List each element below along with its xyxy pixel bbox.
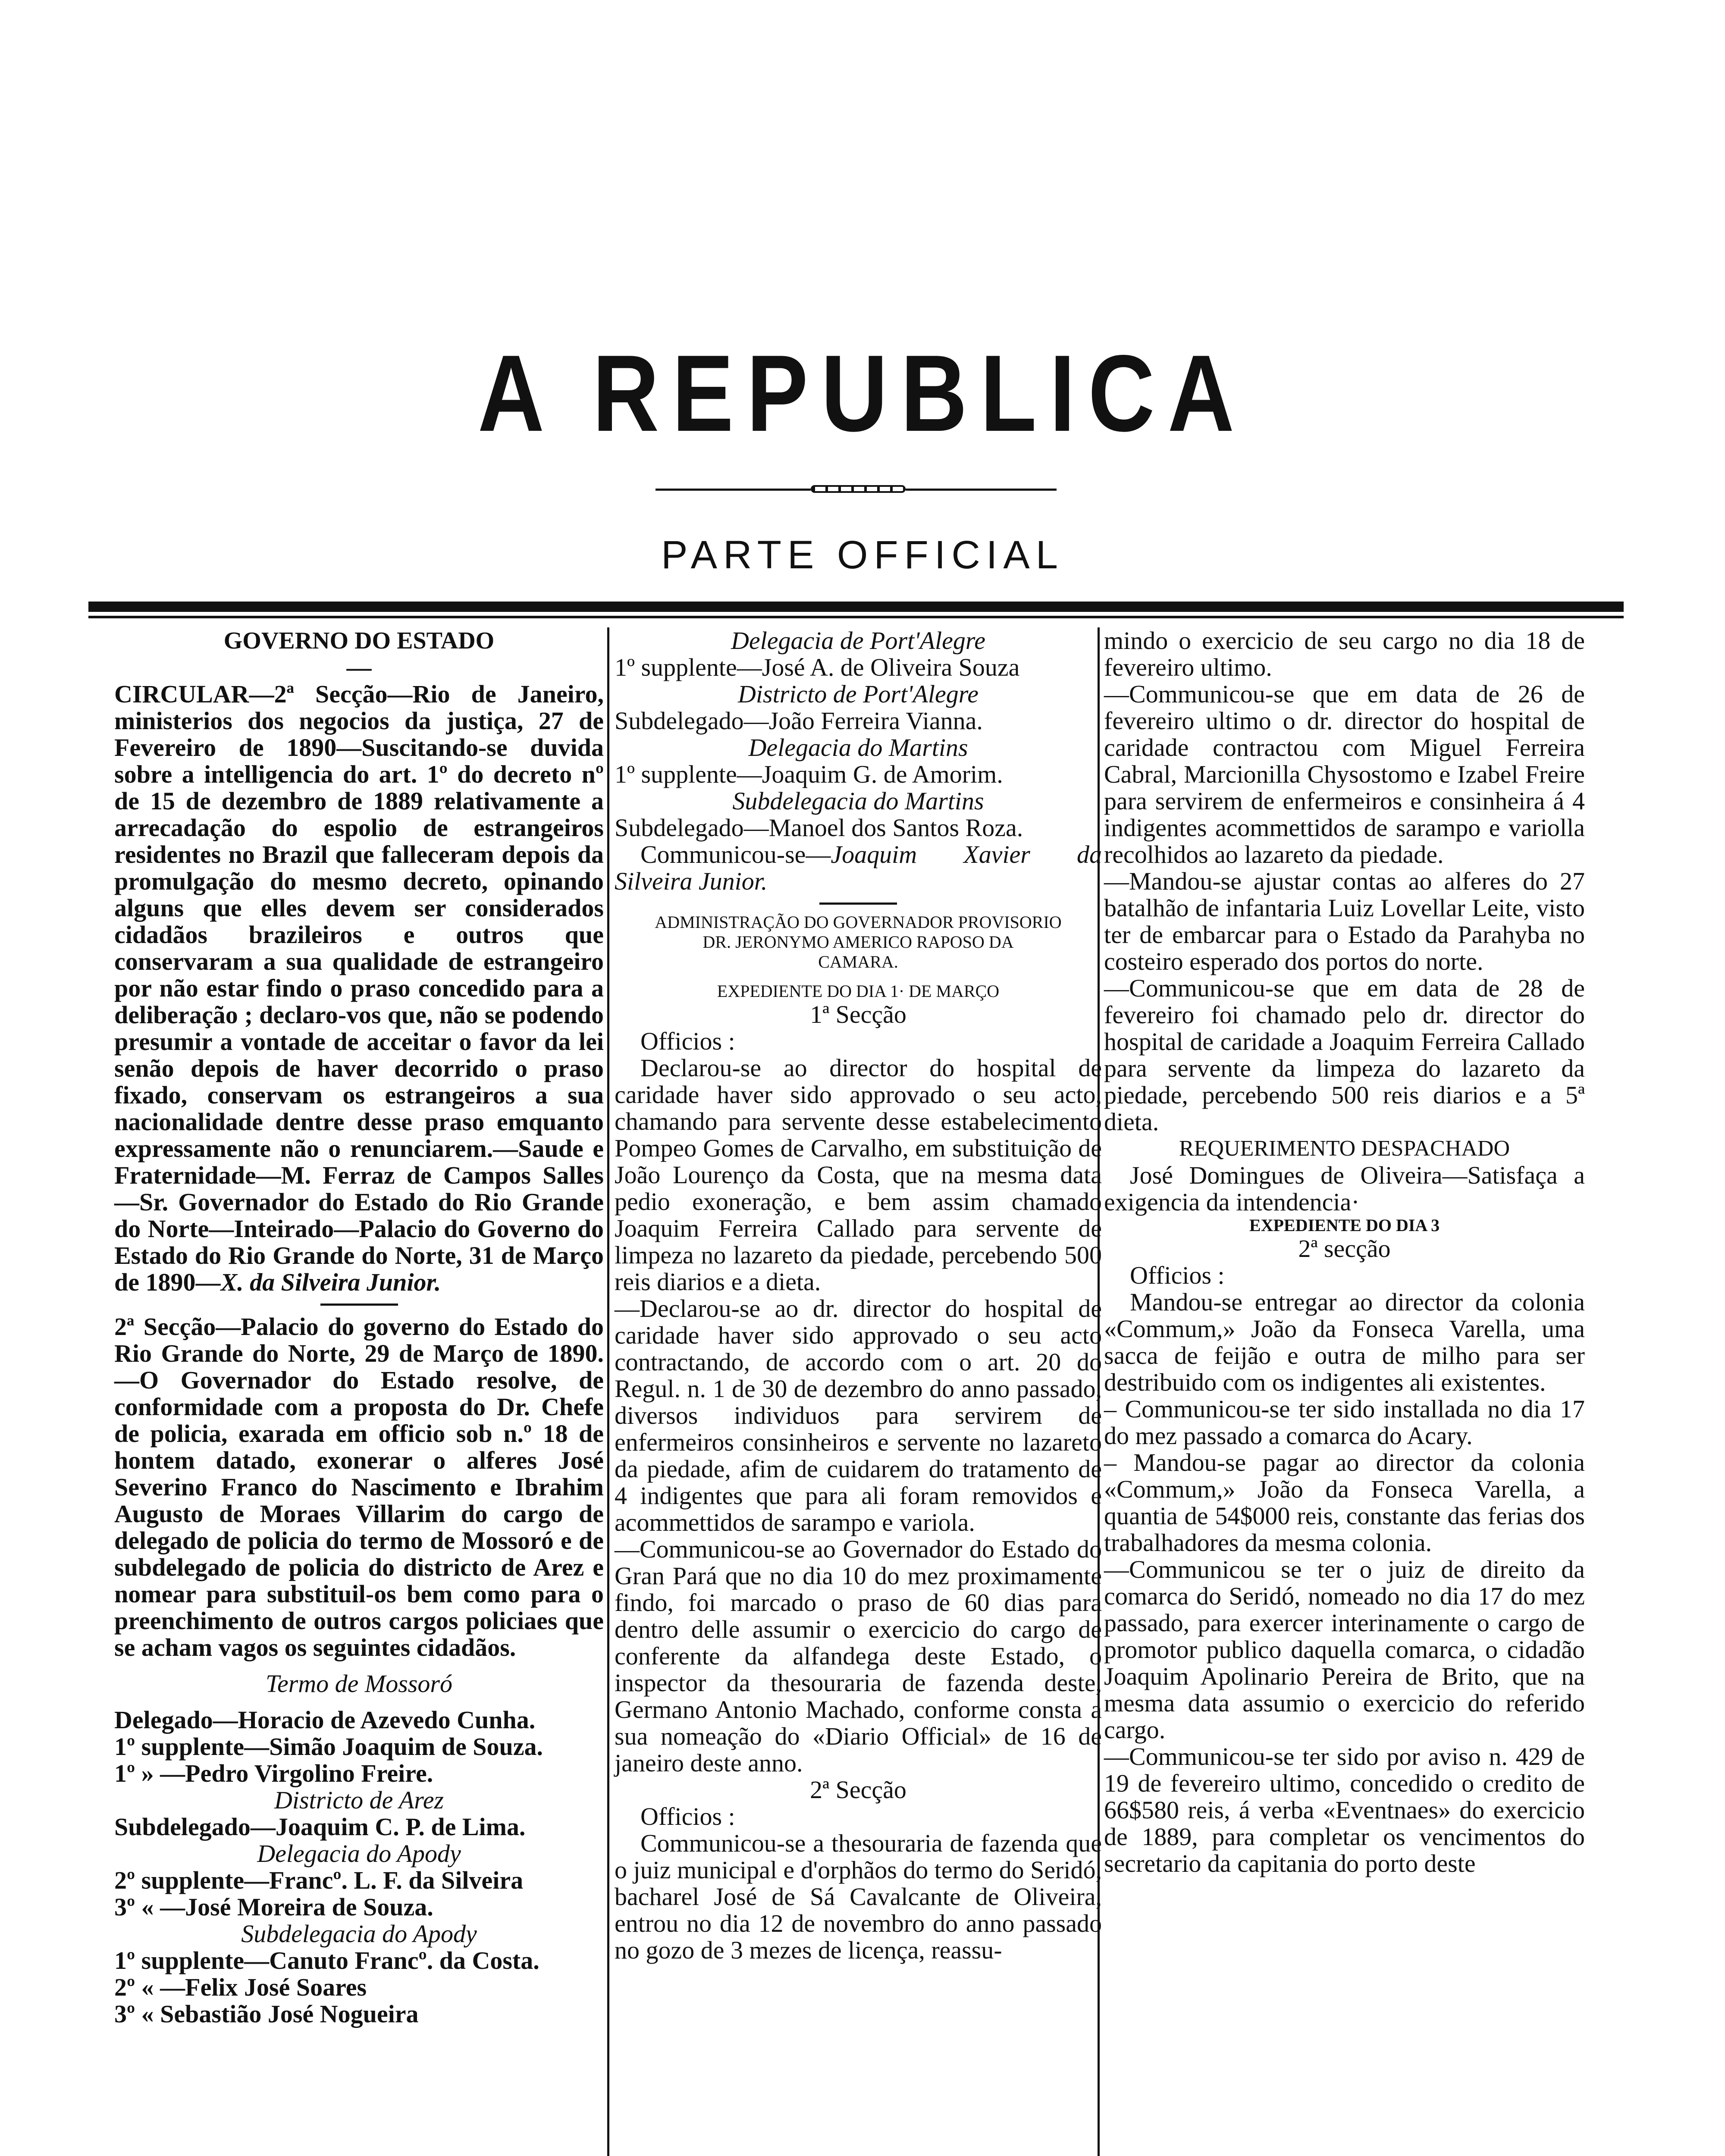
list-item: 3º « —José Moreira de Souza. — [114, 1893, 433, 1921]
list-item: 1º supplente—Canuto Francº. da Costa. — [114, 1946, 539, 1974]
list-item: Subdelegado—Manoel dos Santos Roza. — [615, 814, 1023, 842]
communication-line: Communicou-se—Joaquim Xavier da Silveira Junior. — [615, 840, 1102, 895]
paragraph: —Communicou se ter o juiz de direito da comarca do Seridó, nomeado no dia 17 do mez passado, para exercer interinamente o cargo de promotor publico daquella comarca, o cidadão Joaquim Apolinario Pereira de Brito, que na mesma data assumio o exercicio do referido cargo. — [1104, 1555, 1585, 1744]
subheading: Districto de Arez — [274, 1786, 444, 1814]
list-item: 3º « Sebastião José Nogueira — [114, 2000, 419, 2028]
subheading: Delegacia do Martins — [748, 733, 968, 761]
masthead-ornament — [656, 485, 1057, 494]
admin-heading: ADMINISTRAÇÃO DO GOVERNADOR PROVISORIO — [655, 912, 1062, 932]
officios-label: Officios : — [640, 1027, 735, 1055]
subheading: Districto de Port'Alegre — [738, 680, 979, 708]
seccao-heading: 1ª Secção — [810, 1000, 906, 1028]
column-3 — [1104, 627, 1585, 1877]
paragraph: Mandou-se entregar ao director da colonia «Commum,» João da Fonseca Varella, uma sacca de feijão e outra de milho para ser destribuido com os indigentes ali existentes. — [1104, 1288, 1585, 1396]
admin-heading: CAMARA. — [818, 952, 898, 971]
column-heading: GOVERNO DO ESTADO — [223, 627, 495, 654]
subheading: Delegacia de Port'Alegre — [731, 627, 986, 655]
subheading: Subdelegacia do Apody — [241, 1920, 477, 1948]
list-item: Subdelegado—João Ferreira Vianna. — [615, 707, 983, 735]
paragraph: Communicou-se a thesouraria de fazenda que o juiz municipal e d'orphãos do termo do Seridó, bacharel José de Sá Cavalcante de Oliveira, entrou no dia 12 de novembro do anno passado no gozo de 3 mezes de licença, reassu- — [615, 1829, 1102, 1964]
paragraph: – Mandou-se pagar ao director da colonia «Commum,» João da Fonseca Varella, a quantia de 54$000 reis, constante das ferias dos trabalhadores da mesma colonia. — [1104, 1448, 1585, 1557]
column-1 — [114, 627, 604, 2028]
signature: X. da Silveira Junior. — [220, 1268, 441, 1296]
circular-paragraph: CIRCULAR—2ª Secção—Rio de Janeiro, ministerios dos negocios da justiça, 27 de Fevereiro de 1890—Suscitando-se duvida sobre a intelligencia do art. 1º do decreto nº de 15 de dezembro de 1889 relativamente a arrecadação do espolio de estrangeiros residentes no Brazil que falleceram depois da promulgação do mesmo decreto, opinando alguns que elles devem ser considerados cidadãos brazileiros e outros que conservaram a sua qualidade de estrangeiro por não estar findo o praso concedido para a deliberação ; declaro-vos que, não se podendo presumir a vontade de acceitar o favor da lei senão depois de haver decorrido o praso fixado, conservam os estrangeiros a sua nacionalidade dentre desse praso emquanto expressamente não o renunciarem.—Saude e Fraternidade—M. Ferraz de Campos Salles—Sr. Governador do Estado do Rio Grande do Norte—Inteirado—Palacio do Governo do Estado do Rio Grande do Norte, 31 de Março de 1890—X. da Silveira Junior. — [114, 680, 604, 1296]
paragraph: —Communicou-se que em data de 26 de fevereiro ultimo o dr. director do hospital de caridade contractou com Miguel Ferreira Cabral, Marcionilla Chysostomo e Izabel Freire para servirem de enfermeiros e consinheira á 4 indigentes acommettidos de sarampo e variolla recolhidos ao lazareto da piedade. — [1104, 680, 1585, 868]
subheading: Subdelegacia do Martins — [732, 787, 984, 815]
list-item: 1º » —Pedro Virgolino Freire. — [114, 1759, 433, 1787]
list-item: 2º supplente—Francº. L. F. da Silveira — [114, 1866, 524, 1894]
list-item: 1º supplente—Simão Joaquim de Souza. — [114, 1733, 543, 1761]
column-2 — [615, 627, 1102, 1964]
column-divider-1 — [607, 627, 609, 2156]
paragraph: —Mandou-se ajustar contas ao alferes do 27 batalhão de infantaria Luiz Lovellar Leite, visto ter de embarcar para o Estado da Parahyba no costeiro esperado dos portos do norte. — [1104, 867, 1585, 975]
paragraph: Declarou-se ao director do hospital de caridade haver sido approvado o seu acto, chamando para servente desse estabelecimento Pompeo Gomes de Carvalho, em substituição de João Lourenço da Costa, que na mesma data pedio exoneração, e bem assim chamado Joaquim Ferreira Callado para servente de limpeza no lazareto da piedade, percebendo 500 reis diarios e a dieta. — [615, 1054, 1102, 1296]
separator — [320, 1304, 398, 1306]
expediente-heading: EXPEDIENTE DO DIA 3 — [1249, 1216, 1440, 1235]
list-item: 1º supplente—José A. de Oliveira Souza — [615, 653, 1020, 681]
section-title: PARTE OFFICIAL — [661, 533, 1064, 577]
subheading: Delegacia do Apody — [257, 1839, 461, 1868]
dash: — — [346, 653, 372, 681]
officios-label: Officios : — [640, 1802, 735, 1830]
masthead-title: A REPUBLICA — [477, 332, 1248, 454]
list-item: 1º supplente—Joaquim G. de Amorim. — [615, 760, 1003, 788]
separator — [819, 903, 897, 905]
header-rule-thin — [88, 616, 1624, 618]
paragraph: —Communicou-se ter sido por aviso n. 429 de 19 de fevereiro ultimo, concedido o credito de 66$580 reis, á verba «Eventnaes» do exercicio de 1889, para completar os vencimentos do secretario da capitania do porto deste — [1104, 1742, 1585, 1877]
requerimento-heading: REQUERIMENTO DESPACHADO — [1179, 1136, 1510, 1161]
expediente-heading: EXPEDIENTE DO DIA 1· DE MARÇO — [717, 981, 1000, 1001]
paragraph-2: 2ª Secção—Palacio do governo do Estado do Rio Grande do Norte, 29 de Março de 1890.—O Governador do Estado resolve, de conformidade com a proposta do Dr. Chefe de policia, exarada em officio sob n.º 18 de hontem datado, exonerar o alferes José Severino Franco do Nascimento e Ibrahim Augusto de Moraes Villarim do cargo de delegado de policia do termo de Mossoró e de subdelegado de policia do districto de Arez e nomear para substituil-os bem como para o preenchimento de outros cargos policiaes que se acham vagos os seguintes cidadãos. — [114, 1313, 604, 1661]
paragraph: —Communicou-se que em data de 28 de fevereiro foi chamado pelo dr. director do hospital de caridade a Joaquim Ferreira Callado para servente da limpeza do lazareto da piedade, percebendo 500 reis diarios e a 5ª dieta. — [1104, 974, 1585, 1136]
officios-label: Officios : — [1130, 1261, 1225, 1289]
paragraph: José Domingues de Oliveira—Satisfaça a exigencia da intendencia· — [1104, 1161, 1585, 1216]
signature: Joaquim Xavier da Silveira Junior. — [615, 840, 1102, 895]
paragraph: —Declarou-se ao dr. director do hospital de caridade haver sido approvado o seu acto contractando, de accordo com o art. 20 do Regul. n. 1 de 30 de dezembro do anno passado, diversos individuos para servirem de enfermeiros consinheiros e servente no lazareto da piedade, afim de cuidarem do tratamento de 4 indigentes que para ali foram removidos e acommettidos de sarampo e variola. — [615, 1294, 1102, 1536]
paragraph: —Communicou-se ao Governador do Estado do Gran Pará que no dia 10 do mez proximamente findo, foi marcado o praso de 60 dias para dentro delle assumir o exercicio do cargo de conferente da alfandega deste Estado, o inspector da thesouraria de fazenda deste, Germano Antonio Machado, conforme consta a sua nomeação do «Diario Official» de 16 de janeiro deste anno. — [615, 1535, 1102, 1777]
seccao-heading: 2ª secção — [1298, 1235, 1391, 1263]
paragraph: – Communicou-se ter sido installada no dia 17 do mez passado a comarca do Acary. — [1104, 1395, 1585, 1450]
seccao-heading: 2ª Secção — [810, 1776, 906, 1804]
admin-heading: DR. JERONYMO AMERICO RAPOSO DA — [703, 932, 1014, 952]
header-rule-thick — [88, 602, 1624, 612]
subheading: Termo de Mossoró — [266, 1670, 452, 1698]
list-item: 2º « —Felix José Soares — [114, 1973, 367, 2001]
paragraph: mindo o exercicio de seu cargo no dia 18 de fevereiro ultimo. — [1104, 627, 1585, 681]
list-item: Delegado—Horacio de Azevedo Cunha. — [114, 1706, 536, 1734]
list-item: Subdelegado—Joaquim C. P. de Lima. — [114, 1813, 526, 1841]
